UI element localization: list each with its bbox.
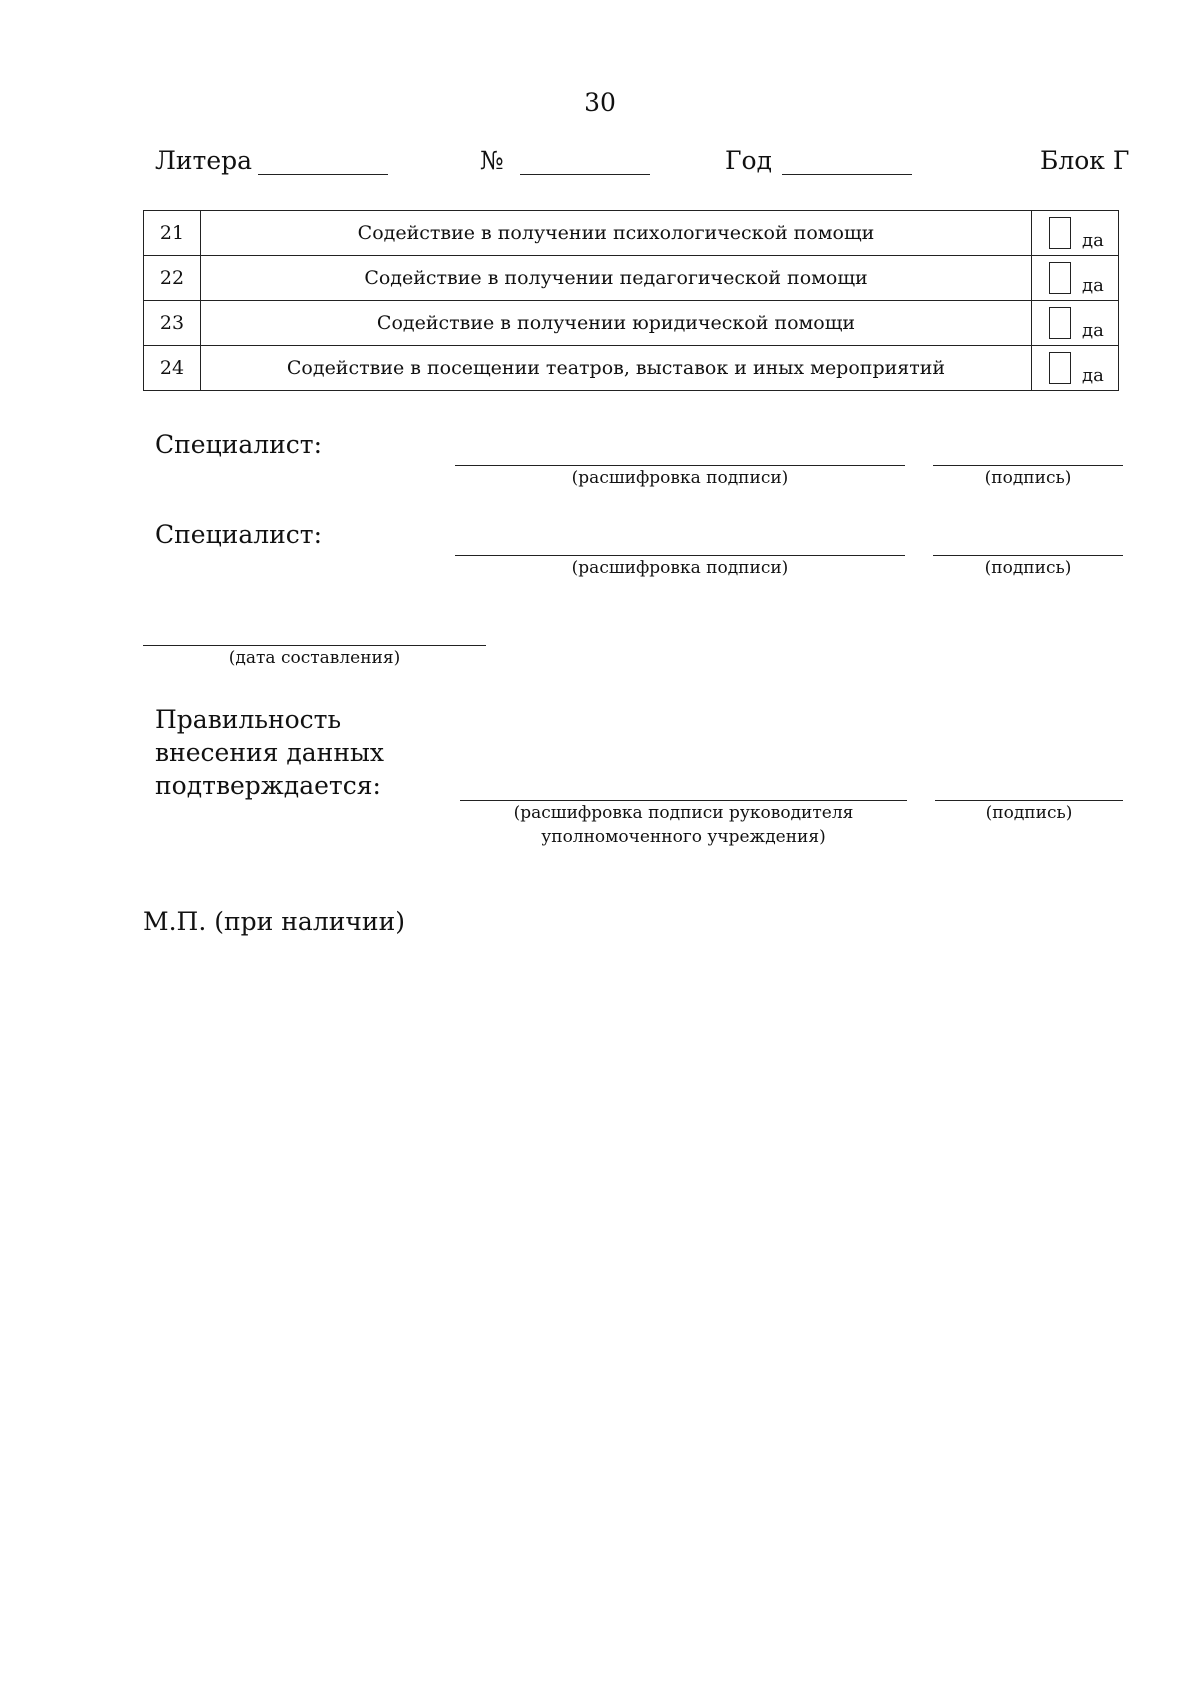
head-sign-caption: (подпись) — [985, 803, 1073, 823]
table-row — [144, 211, 1119, 256]
specialist-2-sign-caption: (подпись) — [984, 558, 1072, 578]
row-description: Содействие в получении юридической помощи — [201, 301, 1032, 346]
row-description: Содействие в посещении театров, выставок и иных мероприятий — [201, 346, 1032, 391]
specialist-label-2: Специалист: — [155, 520, 323, 549]
number-label: № — [480, 146, 504, 175]
checkbox[interactable] — [1049, 307, 1071, 339]
row-number: 22 — [144, 256, 201, 301]
row-checkbox-cell — [1032, 301, 1119, 346]
table-row — [144, 256, 1119, 301]
confirmation-label-line: внесения данных — [155, 738, 384, 767]
confirmation-label-line: подтверждается: — [155, 771, 381, 800]
row-number: 21 — [144, 211, 201, 256]
row-number: 23 — [144, 301, 201, 346]
row-checkbox-cell — [1032, 256, 1119, 301]
table-row — [144, 346, 1119, 391]
number-field[interactable] — [520, 174, 650, 175]
head-decode-caption-line: уполномоченного учреждения) — [541, 827, 826, 847]
year-field[interactable] — [782, 174, 912, 175]
date-caption: (дата составления) — [228, 648, 401, 668]
specialist-1-sign-caption: (подпись) — [984, 468, 1072, 488]
checkbox[interactable] — [1049, 262, 1071, 294]
confirmation-label-line: Правильность — [155, 705, 342, 734]
stamp-label: М.П. (при наличии) — [143, 907, 405, 936]
checkbox-label: да — [1082, 275, 1104, 296]
head-decode-caption — [460, 801, 907, 849]
confirmation-label — [155, 703, 384, 802]
row-number: 24 — [144, 346, 201, 391]
row-checkbox-cell — [1032, 346, 1119, 391]
table-row — [144, 301, 1119, 346]
litera-field[interactable] — [258, 174, 388, 175]
head-decode-caption-line: (расшифровка подписи руководителя — [513, 803, 854, 823]
checkbox[interactable] — [1049, 217, 1071, 249]
checkbox-label: да — [1082, 230, 1104, 251]
checkbox-label: да — [1082, 320, 1104, 341]
checkbox[interactable] — [1049, 352, 1071, 384]
specialist-2-decode-caption: (расшифровка подписи) — [571, 558, 789, 578]
services-table — [143, 210, 1119, 391]
row-checkbox-cell — [1032, 211, 1119, 256]
block-label: Блок Г — [1040, 146, 1130, 175]
row-description: Содействие в получении психологической помощи — [201, 211, 1032, 256]
litera-label: Литера — [155, 146, 253, 175]
year-label: Год — [725, 146, 772, 175]
page-number: 30 — [584, 88, 616, 117]
checkbox-label: да — [1082, 365, 1104, 386]
specialist-1-decode-caption: (расшифровка подписи) — [571, 468, 789, 488]
specialist-label-1: Специалист: — [155, 430, 323, 459]
row-description: Содействие в получении педагогической помощи — [201, 256, 1032, 301]
